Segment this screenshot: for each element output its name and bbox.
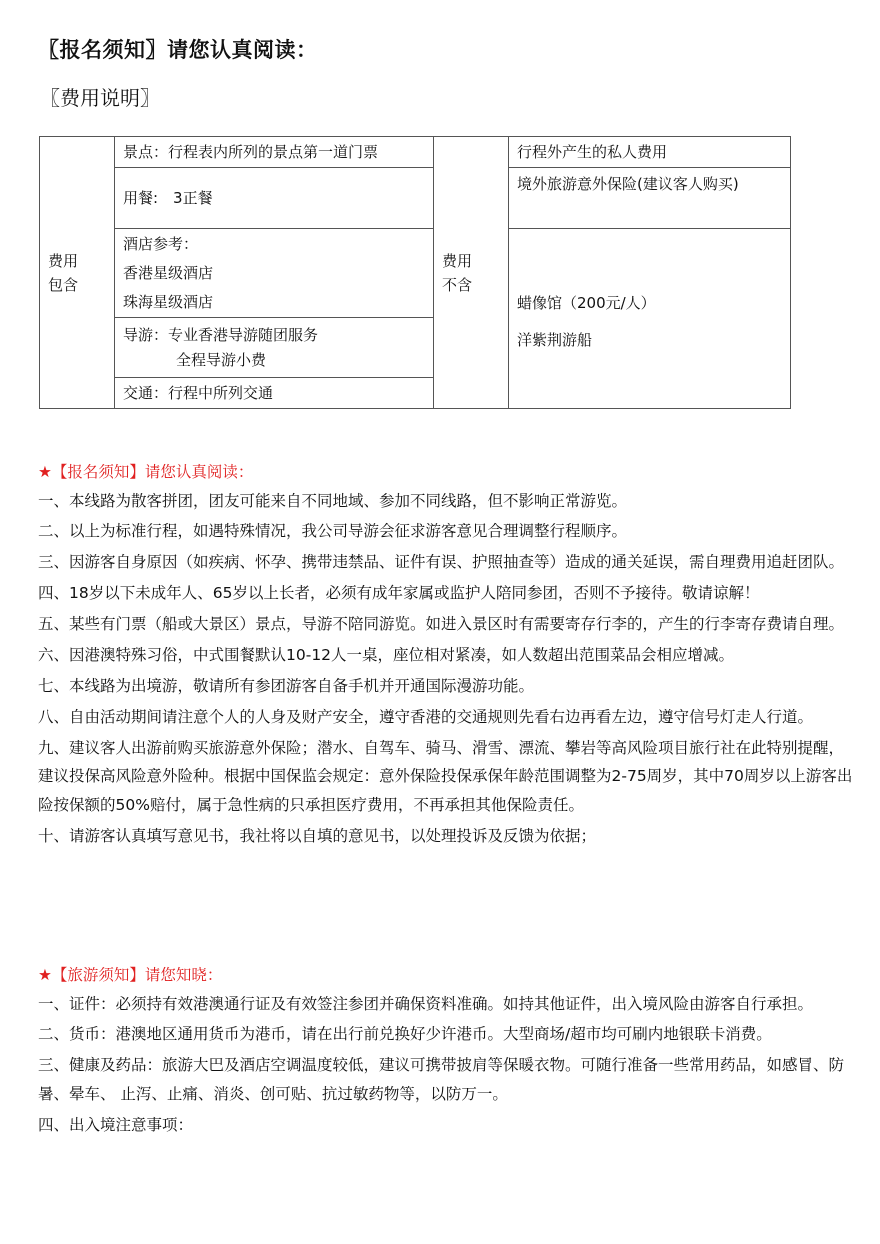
- guide-line-2: 全程导游小费: [176, 350, 267, 369]
- travel-item: 一、证件：必须持有效港澳通行证及有效签注参团并确保资料准确。如持其他证件，出入境风险由游客自行承担。: [38, 994, 814, 1013]
- travel-item: 二、货币：港澳地区通用货币为港币，请在出行前兑换好少许港币。大型商场/超市均可刷内地银联卡消费。: [38, 1025, 772, 1044]
- notice-item: 十、请游客认真填写意见书，我社将以自填的意见书，以处理投诉及反馈为依据；: [38, 826, 597, 845]
- fee-excluded-insurance: 境外旅游意外保险(建议客人购买): [509, 168, 791, 229]
- fee-included-sights: 景点：行程表内所列的景点第一道门票: [115, 137, 434, 168]
- fee-included-label: [40, 137, 115, 409]
- fee-included-meals: 用餐: 3正餐: [115, 168, 434, 229]
- fee-included-label-text: 费用 包含: [48, 251, 79, 294]
- boat-fee: 洋紫荆游船: [517, 331, 593, 349]
- fee-included-hotel: [115, 229, 434, 318]
- hotel-item-1: 香港星级酒店: [123, 263, 214, 282]
- fee-excluded-label: [434, 137, 509, 409]
- travel-item: 四、出入境注意事项：: [38, 1115, 194, 1134]
- wax-museum-fee: 蜡像馆（200元/人）: [517, 294, 656, 312]
- notice-item: 八、自由活动期间请注意个人的人身及财产安全，遵守香港的交通规则先看右边再看左边，遵守信号灯走人行道。: [38, 707, 814, 726]
- page-title: 〖报名须知〗请您认真阅读：: [38, 38, 318, 62]
- notice-item: 七、本线路为出境游，敬请所有参团游客自备手机并开通国际漫游功能。: [38, 676, 535, 695]
- fee-excluded-private: 行程外产生的私人费用: [509, 137, 791, 168]
- notice-item: 五、某些有门票（船或大景区）景点，导游不陪同游览。如进入景区时有需要寄存行李的，产生的行李寄存费请自理。: [38, 615, 845, 634]
- hotel-item-2: 珠海星级酒店: [123, 292, 214, 311]
- fee-table: [39, 136, 791, 409]
- travel-item: 三、健康及药品：旅游大巴及酒店空调温度较低，建议可携带披肩等保暖衣物。可随行准备一些常用药品，如感冒、防暑、晕车、 止泻、止痛、消炎、创可贴、抗过敏药物等，以防万一。: [38, 1056, 845, 1103]
- registration-notice-title: ★【报名须知】请您认真阅读：: [38, 463, 254, 481]
- hotel-header: 酒店参考：: [123, 234, 199, 253]
- fee-included-transport: 交通：行程中所列交通: [115, 378, 434, 409]
- fee-included-guide: [115, 318, 434, 378]
- registration-notice-section: [38, 458, 858, 853]
- fee-excluded-label-text: 费用 不含: [442, 251, 473, 294]
- guide-line-1: 导游：专业香港导游随团服务: [123, 325, 319, 344]
- fee-section-title: 〖费用说明〗: [40, 86, 160, 110]
- notice-item: 六、因港澳特殊习俗，中式围餐默认10-12人一桌，座位相对紧凑，如人数超出范围菜品会相应增减。: [38, 646, 735, 665]
- notice-item: 一、本线路为散客拼团，团友可能来自不同地域、参加不同线路，但不影响正常游览。: [38, 491, 628, 510]
- notice-item: 三、因游客自身原因（如疾病、怀孕、携带违禁品、证件有误、护照抽查等）造成的通关延误，需自理费用追赶团队。: [38, 553, 845, 572]
- notice-item: 九、建议客人出游前购买旅游意外保险；潜水、自驾车、骑马、滑雪、漂流、攀岩等高风险项目旅行社在此特别提醒，建议投保高风险意外险种。根据中国保监会规定：意外保险投保承保年龄范围调整为2-75周岁，其中70周岁以上游客出险按保额的50%赔付，属于急性病的只承担医疗费用，不再承担其他保险责任。: [38, 738, 853, 814]
- travel-notice-title: ★【旅游须知】请您知晓：: [38, 966, 223, 984]
- travel-notice-section: [38, 961, 858, 1142]
- notice-item: 四、18岁以下未成年人、65岁以上长者，必须有成年家属或监护人陪同参团，否则不予接待。敬请谅解！: [38, 584, 760, 603]
- fee-excluded-attractions: [509, 229, 791, 409]
- notice-item: 二、以上为标准行程，如遇特殊情况，我公司导游会征求游客意见合理调整行程顺序。: [38, 522, 628, 541]
